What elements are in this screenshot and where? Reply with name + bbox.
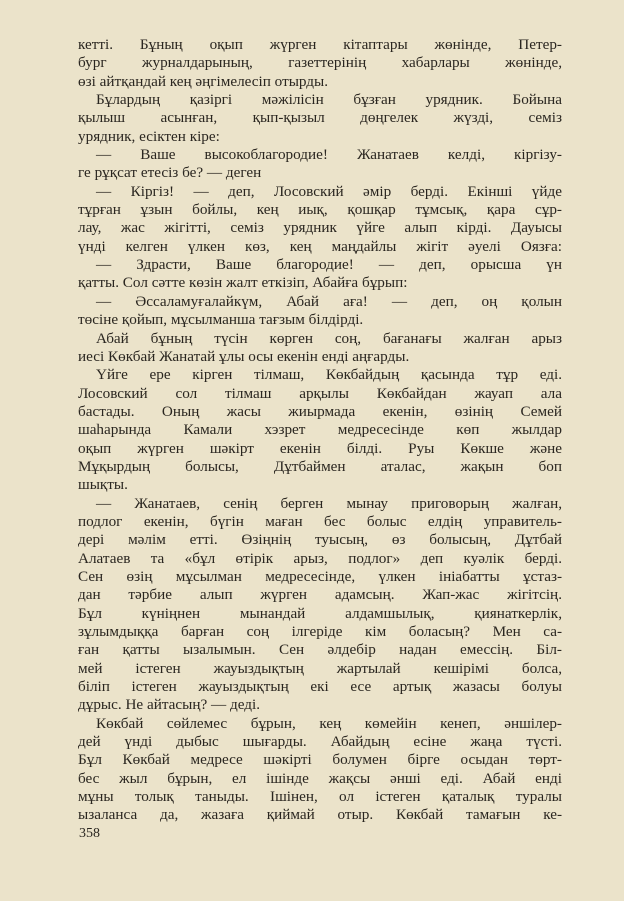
text-line: мұны толық таныды. Ішінен, ол істеген қаталық туралы (78, 788, 562, 806)
text-line: дей үнді дыбыс шығарды. Абайдың есіне жаңа түсті. (78, 733, 562, 751)
text-line: мей істеген жауыздықтың жартылай кешірімі болса, (78, 659, 562, 677)
text-line: қылыш асынған, қып-қызыл дөңгелек жүзді, семіз (78, 109, 562, 127)
text-line: дері мәлім етті. Өзіңнің туысың, өз болысың, Дұтбай (78, 531, 562, 549)
text-line: шаһарында Камали хэзрет медресесінде көп жылдар (78, 421, 562, 439)
page-number: 358 (79, 826, 100, 841)
text-line: оқып жүрген шәкірт екенін білді. Руы Көкше және (78, 439, 562, 457)
text-line: бастады. Оның жасы жиырмада екенін, өзінің Семей (78, 402, 562, 420)
text-line: Бұл күніңнен мынандай алдамшылық, қиянаткерлік, (78, 604, 562, 622)
text-line: лау, жас жігітті, семіз урядник үйге алып кірді. Дауысы (78, 219, 562, 237)
text-line: Мұқырдың болысы, Дұтбаймен аталас, жақын боп (78, 457, 562, 475)
text-line: бург журналдарының, газеттерінің хабарлары жөнінде, (78, 54, 562, 72)
text-line: — Кіргіз! — деп, Лосовский әмір берді. Екінші үйде (96, 182, 562, 200)
text-line: үнді келген үлкен көз, кең маңдайлы жігіт әуелі Оязға: (78, 237, 562, 255)
text-line: — Жанатаев, сенің берген мынау приговорың жалған, (96, 494, 562, 512)
text-line: кетті. Бұның оқып жүрген кітаптары жөнінде, Петер- (78, 36, 562, 53)
text-line: Көкбай сөйлемес бұрын, кең көмейін кенеп, әншілер- (96, 714, 562, 732)
text-line: урядник, есіктен кіре: (78, 127, 220, 145)
text-line: дұрыс. Не айтасың? — деді. (78, 696, 260, 714)
body-text (78, 36, 562, 825)
text-line: шықты. (78, 476, 128, 494)
text-line: қатты. Сол сәтте көзін жалт еткізіп, Абайға бұрып: (78, 274, 408, 292)
text-line: — Здрасти, Ваше благородие! — деп, орысша үн (96, 256, 562, 274)
text-line: — Ваше высокоблагородие! Жанатаев келді, кіргізу- (96, 146, 562, 164)
text-line: бес жыл бұрын, ел ішінде жақсы әнші еді. Абай енді (78, 769, 562, 787)
text-line: иесі Көкбай Жанатай ұлы осы екенін енді аңғарды. (78, 347, 410, 365)
text-line: Үйге ерe кірген тілмаш, Көкбайдың қасында тұр еді. (96, 366, 562, 384)
text-line: дан тәрбие алып жүрген адамсың. Жап-жас жігітсің. (78, 586, 562, 604)
text-line: Алатаев та «бұл өтірік арыз, подлог» деп куәлік берді. (78, 549, 562, 567)
text-line: Абай бұның түсін көрген соң, бағанағы жалған арыз (96, 329, 562, 347)
text-line: Сен өзің мұсылман медресесінде, үлкен ініабатты ұстаз- (78, 567, 562, 585)
text-line: зұлымдыққа барған соң ілгеріде кім боласың? Мен са- (78, 623, 562, 640)
text-line: подлог екенін, бүгін маған бес болыс елдің управитель- (78, 512, 562, 530)
text-line: ған қатты ызалымын. Сен әлдебір надан емессің. Біл- (78, 641, 562, 659)
text-line: біліп істеген жауыздықтың екі есе артық жазасы болуы (78, 678, 562, 696)
text-line: Лосовский сол тілмаш арқылы Көкбайдан жауап ала (78, 384, 562, 402)
text-line: тұрған ұзын бойлы, кең иық, қошқар тұмсық, қара сұр- (78, 201, 562, 219)
text-line: өзі айтқандай кең әңгімелесіп отырды. (78, 72, 329, 90)
text-line: ге рұқсат етесіз бе? — деген (78, 164, 262, 182)
text-line: төсіне қойып, мұсылманша тағзым білдірді. (78, 311, 364, 329)
text-line: — Әссаламуғалайкүм, Абай аға! — деп, оң қолын (96, 292, 562, 310)
text-line: ызаланса да, жазаға қиймай отыр. Көкбай тамағын ке- (78, 806, 562, 824)
text-line: Бұлардың қазіргі мәжілісін бұзған урядник. Бойына (96, 91, 562, 109)
text-line: Бұл Көкбай медресе шәкірті болумен бірге осыдан төрт- (78, 751, 562, 769)
